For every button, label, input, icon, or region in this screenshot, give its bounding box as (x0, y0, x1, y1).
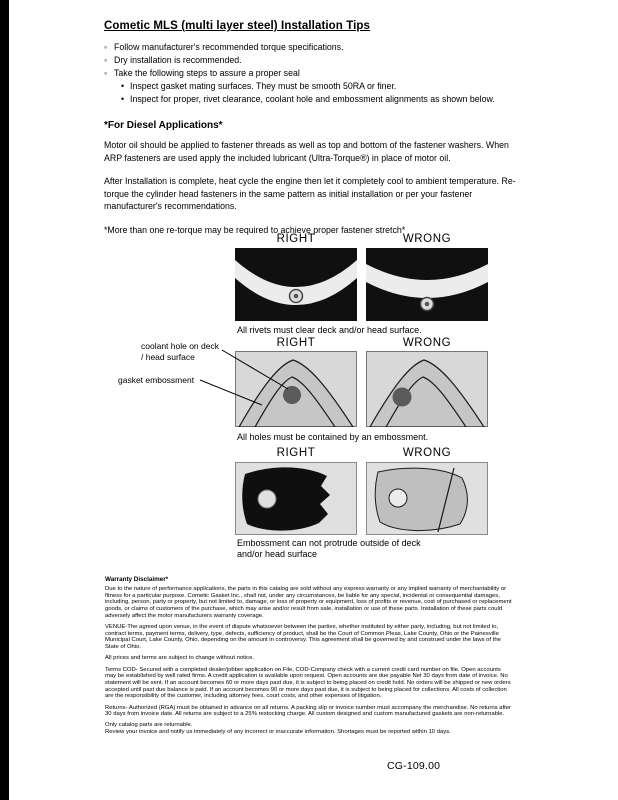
wrong-label: WRONG (402, 337, 452, 349)
warranty-disclaimer-heading: Warranty Disclaimer* (105, 576, 169, 583)
legal-paragraph: Due to the nature of performance applications, the parts in this catalog are sold without any express warranty or any implied warranty of merchantability or fitness for a particular purpose. Cometic Gasket Inc., shall not, under any circumstances, be liable for any special, incidental or consequential damages, including, person, party or property, but not limited to, damage, or loss of property or equipment, loss of profits or revenue, cost of purchased or replacement goods, or claims of customers of the purchase, which may arise and/or result from sale, installation or use of these parts. Installation of these parts could adversely affect the motor manufacturers warranty coverage. (105, 586, 512, 619)
figure-rivet-wrong (366, 248, 488, 321)
embossment-wrong-figure (366, 351, 488, 427)
rivet-right-figure (235, 248, 357, 321)
gasket-embossment-label: gasket embossment (118, 375, 195, 385)
tip-sub-bullet: • Inspect gasket mating surfaces. They must be smooth 50RA or finer. (121, 80, 524, 93)
rivet-wrong-figure (366, 248, 488, 321)
legal-paragraph: Review your invoice and notify us immediately of any incorrect or inaccurate information. Shortages must be reported within 10 days. (105, 729, 451, 736)
row3-panels (235, 462, 488, 535)
row3-labels (235, 447, 488, 459)
figure-rivet-right (235, 248, 357, 321)
caption-holes-embossment: All holes must be contained by an embossment. (237, 432, 429, 442)
right-label: RIGHT (276, 447, 316, 459)
figure-embossment-right (235, 351, 357, 427)
legal-section (105, 576, 513, 740)
wrong-label: WRONG (402, 233, 452, 245)
diesel-applications-heading: *For Diesel Applications* (104, 120, 223, 131)
page-number: CG-109.00 (387, 760, 441, 772)
right-label: RIGHT (276, 233, 316, 245)
embossment-right-figure (235, 351, 357, 427)
page-title: Cometic MLS (multi layer steel) Installation Tips (104, 20, 371, 32)
figure-embossment-wrong (366, 351, 488, 427)
installation-tips-section (104, 20, 524, 247)
coolant-hole-label: coolant hole on deck / head surface (141, 341, 219, 362)
tip-sub-bullet: • Inspect for proper, rivet clearance, coolant hole and embossment alignments as shown below. (121, 93, 524, 106)
diesel-paragraph-1: Motor oil should be applied to fastener threads as well as top and bottom of the fastener washers. When ARP fasteners are used apply the included lubricant (Ultra-Torque®) in place of motor oil. (104, 140, 509, 163)
caption-rivet-clearance: All rivets must clear deck and/or head surface. (237, 325, 422, 335)
figure-protrusion-wrong (366, 462, 488, 535)
tip-bullet: ◦ Follow manufacturer's recommended torque specifications. (104, 41, 524, 54)
tip-bullet: ◦ Take the following steps to assure a proper seal (104, 67, 524, 80)
legal-paragraph: Only catalog parts are returnable. (105, 722, 193, 729)
row2-labels (235, 337, 488, 349)
row2-panels (235, 351, 488, 427)
diesel-paragraph-3: *More than one re-torque may be required to achieve proper fastener stretch* (104, 224, 406, 235)
figure-protrusion-right (235, 462, 357, 535)
diagram-section (0, 233, 618, 568)
protrusion-right-figure (235, 462, 357, 535)
row1-panels (235, 248, 488, 321)
wrong-label: WRONG (402, 447, 452, 459)
legal-paragraph: VENUE-The agreed upon venue, in the event of dispute whatsoever between the parties, whether instituted by either party, including, but not limited to, contract terms, payment terms, delivery, type, defects, sufficiency of product, shall be the Court of Common Pleas, Lake County, Ohio or the Painesville Municipal Court, Lake County, Ohio, depending on the amount in controversy. This agreement shall be governed by and construed under the laws of the State of Ohio. (105, 624, 501, 651)
legal-paragraph: Terms COD- Secured with a completed dealer/jobber application on File, COD-Company check with a current credit card number on file. Open accounts may be established by well rated firms. A credit application is available upon request. Open accounts are due payable Net 30 days from date of invoice. No statement will be sent. If an account becomes 60 or more days past due, it is subject to being placed on credit hold. No orders will be shipped or new orders accepted until past due balance is paid. If an account becomes 90 or more days past due, it is subject to being placed for collections. All costs of collection are the responsibility of the customer, including attorney fees, court costs, and other expenses of litigation. (105, 666, 511, 700)
protrusion-wrong-figure (366, 462, 488, 535)
tip-bullet: ◦ Dry installation is recommended. (104, 54, 524, 67)
row1-labels (235, 233, 488, 245)
legal-paragraph: All prices and terms are subject to change without notice. (105, 655, 254, 662)
right-label: RIGHT (276, 337, 316, 349)
legal-paragraph: Returns- Authorized (RGA) must be obtained in advance on all returns. A packing slip or invoice number must accompany the merchandise. No returns after 30 days from invoice date. All returns are subject to a 25% restocking charge. All custom designed and custom manufactured gaskets are non-returnable. (105, 704, 512, 718)
caption-protrusion: Embossment can not protrude outside of deck and/or head surface (237, 538, 421, 559)
diesel-paragraph-2: After Installation is complete, heat cycle the engine then let it completely cool to ambient temperature. Re-torque the cylinder head fasteners in the same pattern as initial installation or per your fastener manufacturer's recommendations. (104, 176, 516, 211)
